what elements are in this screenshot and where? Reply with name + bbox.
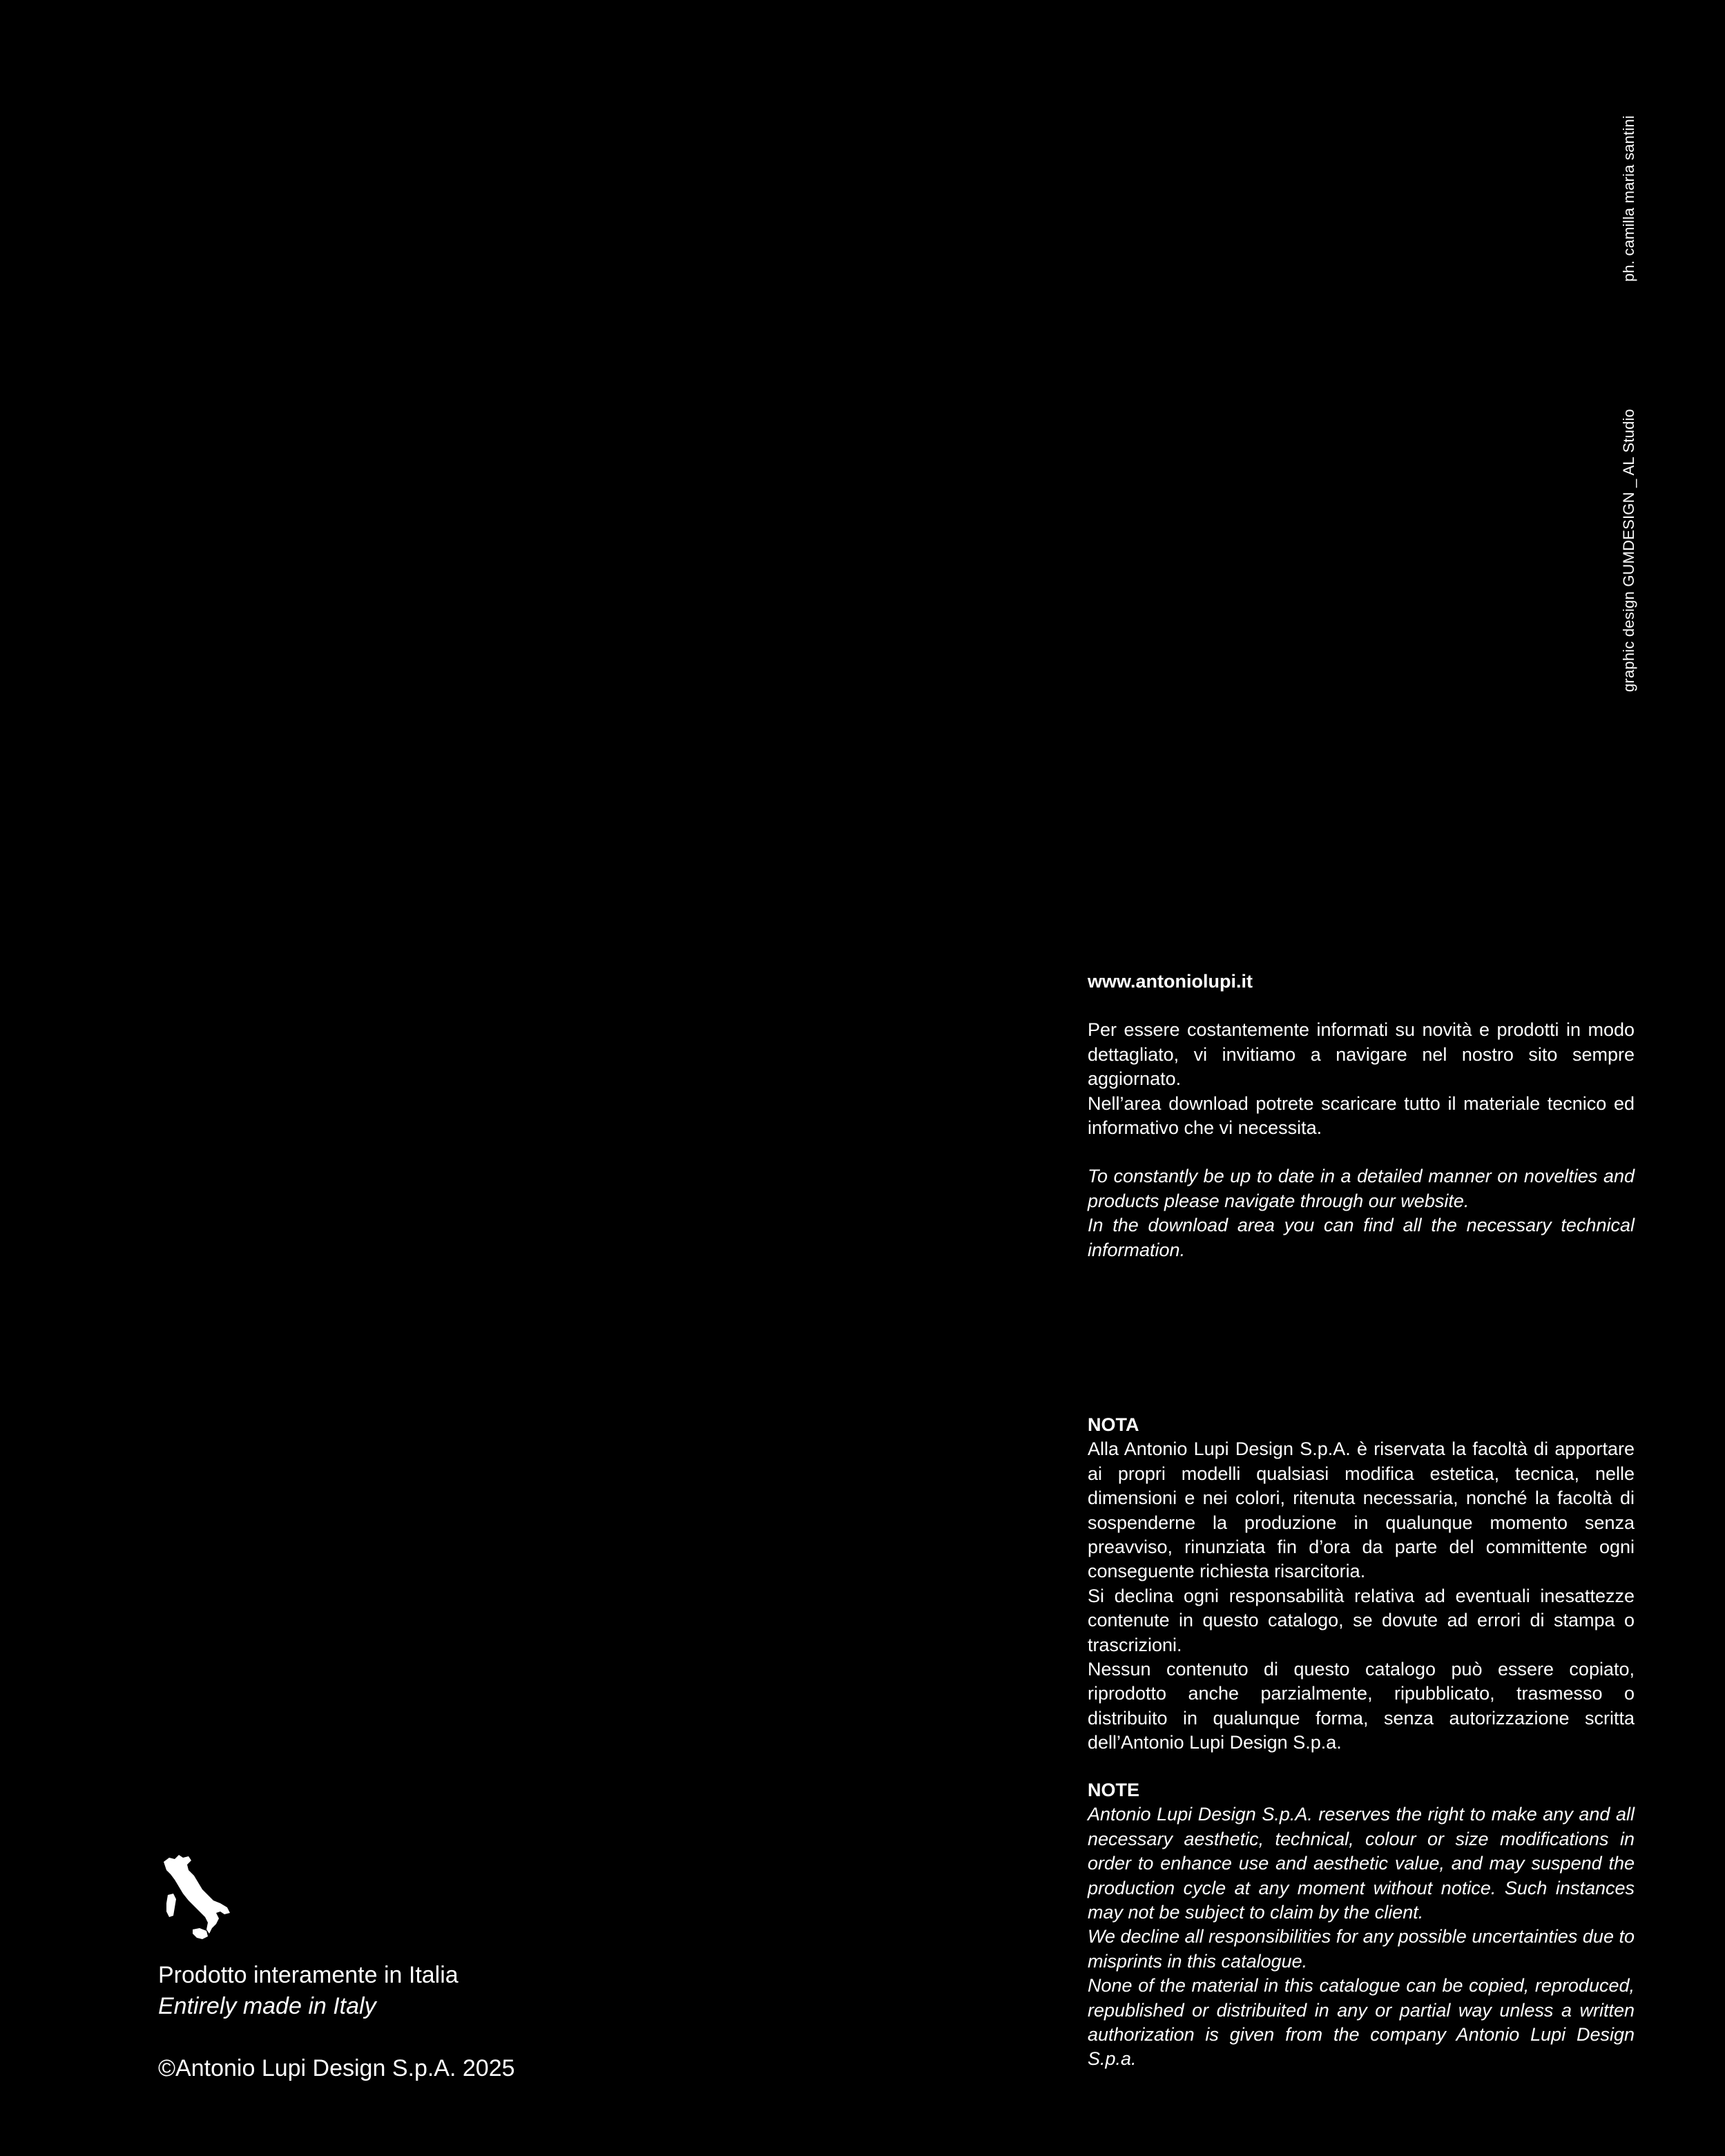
website-it-paragraph-1: Per essere costantemente informati su novità e prodotti in modo dettagliato, vi invitiamo a navigare nel nostro sito sempre aggiornato. [1088,1019,1635,1090]
made-in-italy-italian: Prodotto interamente in Italia [158,1962,459,1988]
photo-credit: ph. camilla maria santini [1620,115,1637,282]
note-section [1088,1778,1635,2072]
nota-section [1088,1413,1635,1755]
website-en-paragraph-1: To constantly be up to date in a detailed manner on novelties and products please navigate through our website. [1088,1166,1635,1211]
website-en-paragraph-2: In the download area you can find all the necessary technical information. [1088,1215,1635,1260]
website-it-paragraph-2: Nell’area download potrete scaricare tutto il materiale tecnico ed informativo che vi necessita. [1088,1093,1635,1139]
made-in-italy-block [158,1852,515,2084]
note-paragraph-1: Antonio Lupi Design S.p.A. reserves the right to make any and all necessary aesthetic, technical, colour or size modifications in order to enhance use and aesthetic value, and may suspend the production cycle at any moment without notice. Such instances may not be subject to claim by the client. [1088,1804,1635,1923]
note-paragraph-2: We decline all responsibilities for any possible uncertainties due to misprints in this catalogue. [1088,1926,1635,1972]
nota-heading: NOTA [1088,1414,1139,1435]
spacer [1088,1140,1635,1164]
note-heading: NOTE [1088,1780,1140,1800]
nota-paragraph-1: Alla Antonio Lupi Design S.p.A. è riservata la facoltà di apportare ai propri modelli qualsiasi modifica estetica, tecnica, nelle dimensioni e nei colori, ritenuta necessaria, nonché la facoltà di sospenderne la produzione in qualunque momento senza preavviso, rinunziata fin d’ora da parte del committente ogni conseguente richiesta risarcitoria. [1088,1438,1635,1582]
note-paragraph-3: None of the material in this catalogue can be copied, reproduced, republished or distribuited in any or partial way unless a written authorization is given from the company Antonio Lupi Design S.p.a. [1088,1975,1635,2070]
nota-paragraph-3: Nessun contenuto di questo catalogo può essere copiato, riprodotto anche parzialmente, ripubblicato, trasmesso o distribuito in qualunque forma, senza autorizzazione scritta dell’Antonio Lupi Design S.p.a. [1088,1659,1635,1753]
website-link[interactable]: www.antoniolupi.it [1088,971,1253,992]
italy-map-icon [158,1852,234,1942]
nota-paragraph-2: Si declina ogni responsabilità relativa ad eventuali inesattezze contenute in questo catalogo, se dovute ad errori di stampa o trascrizioni. [1088,1585,1635,1655]
graphic-design-credit: graphic design GUMDESIGN _ AL Studio [1620,409,1637,692]
copyright-notice: ©Antonio Lupi Design S.p.A. 2025 [158,2055,515,2081]
website-info [1088,970,1635,1262]
made-in-italy-english: Entirely made in Italy [158,1993,376,2019]
